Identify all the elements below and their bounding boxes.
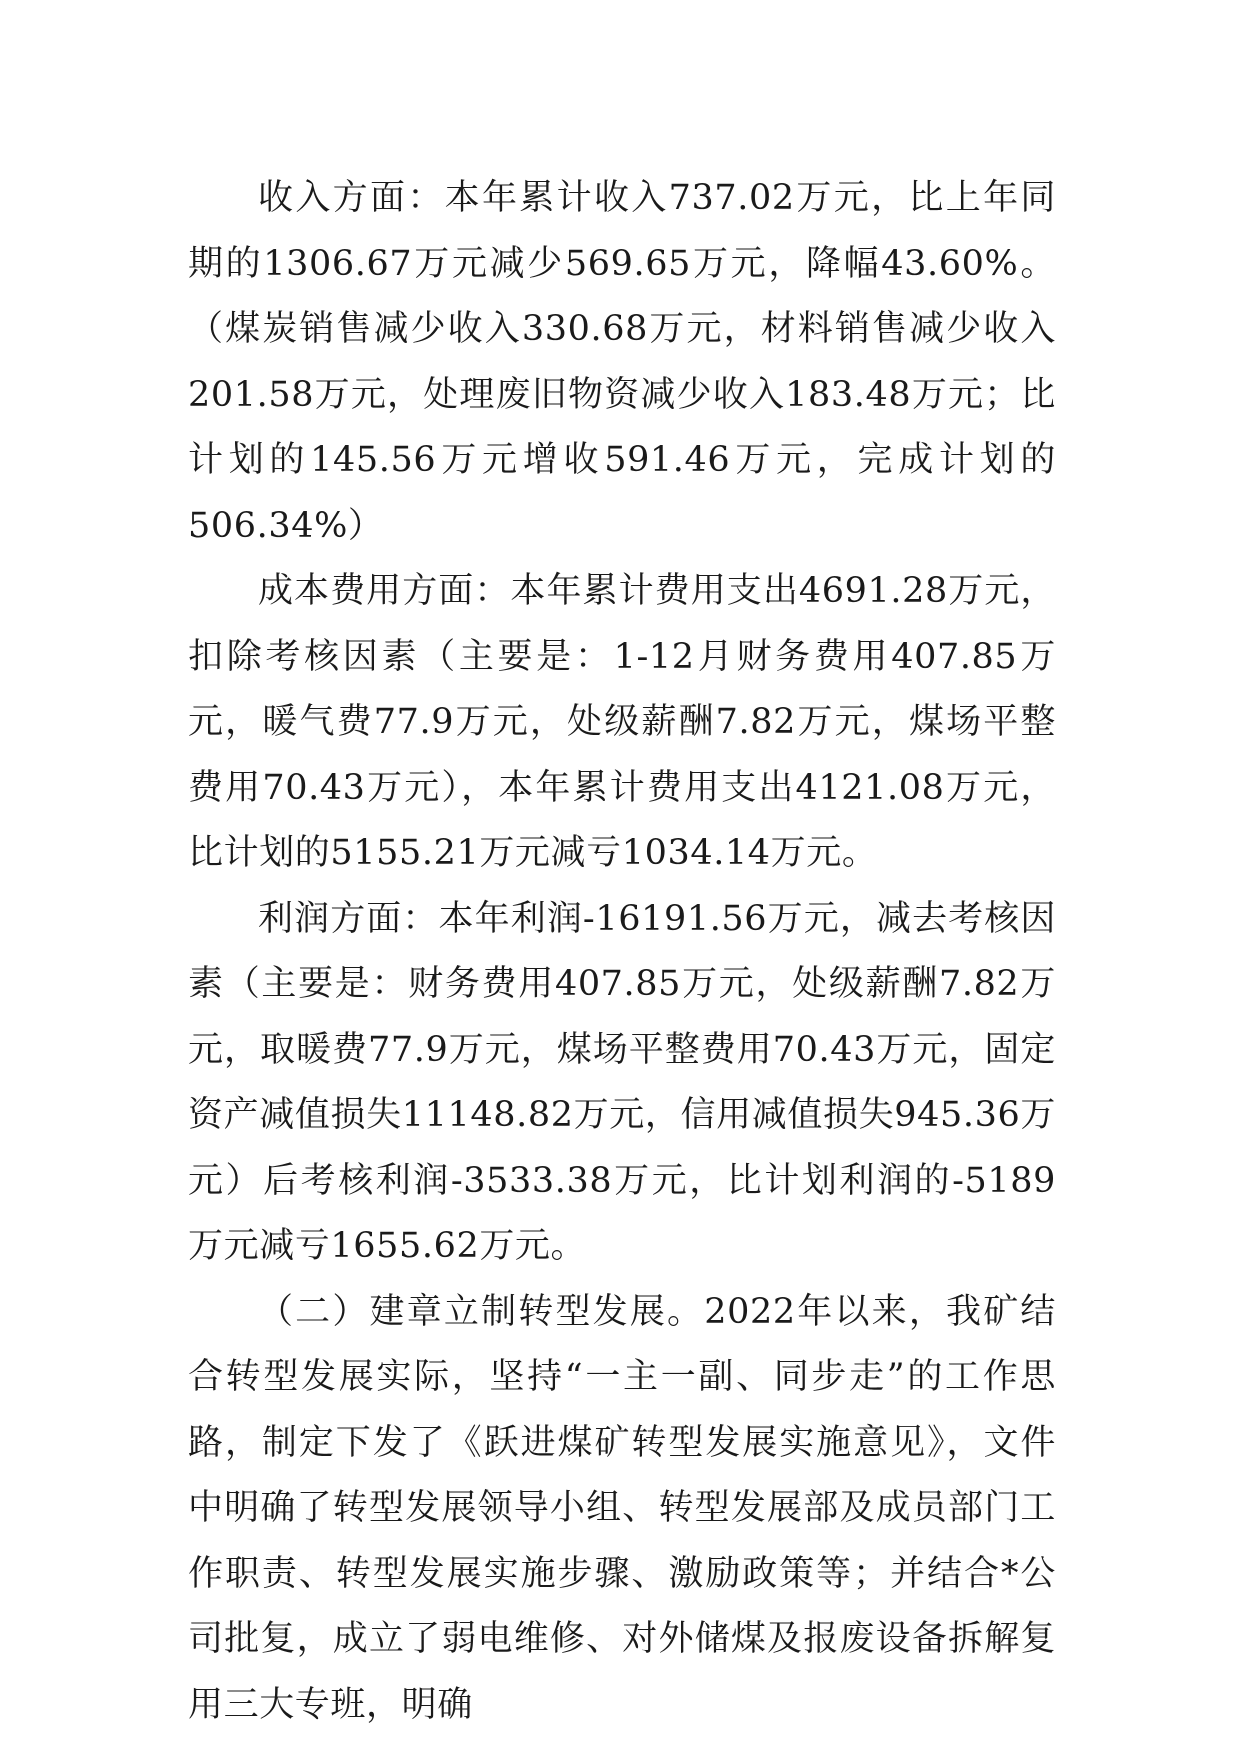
paragraph-profit: 利润方面：本年利润-16191.56万元，减去考核因素（主要是：财务费用407.85万元，处级薪酬7.82万元，取暖费77.9万元，煤场平整费用70.43万元，固定资产减值损失11148.82万元，信用减值损失945.36万元）后考核利润-3533.38万元，比计划利润的-5189万元减亏1655.62万元。	[188, 898, 1056, 1266]
paragraph-income: 收入方面：本年累计收入737.02万元，比上年同期的1306.67万元减少569.65万元，降幅43.60%。（煤炭销售减少收入330.68万元，材料销售减少收入201.58万元，处理废旧物资减少收入183.48万元；比计划的145.56万元增收591.46万元，完成计划的506.34%）	[188, 178, 1056, 546]
document-body	[188, 166, 1056, 1738]
paragraph-cost: 成本费用方面：本年累计费用支出4691.28万元，扣除考核因素（主要是：1-12月财务费用407.85万元，暖气费77.9万元，处级薪酬7.82万元，煤场平整费用70.43万元），本年累计费用支出4121.08万元，比计划的5155.21万元减亏1034.14万元。	[188, 571, 1056, 873]
paragraph-transformation: （二）建章立制转型发展。2022年以来，我矿结合转型发展实际，坚持“一主一副、同步走”的工作思路，制定下发了《跃进煤矿转型发展实施意见》，文件中明确了转型发展领导小组、转型发展部及成员部门工作职责、转型发展实施步骤、激励政策等；并结合*公司批复，成立了弱电维修、对外储煤及报废设备拆解复用三大专班，明确	[188, 1291, 1056, 1725]
